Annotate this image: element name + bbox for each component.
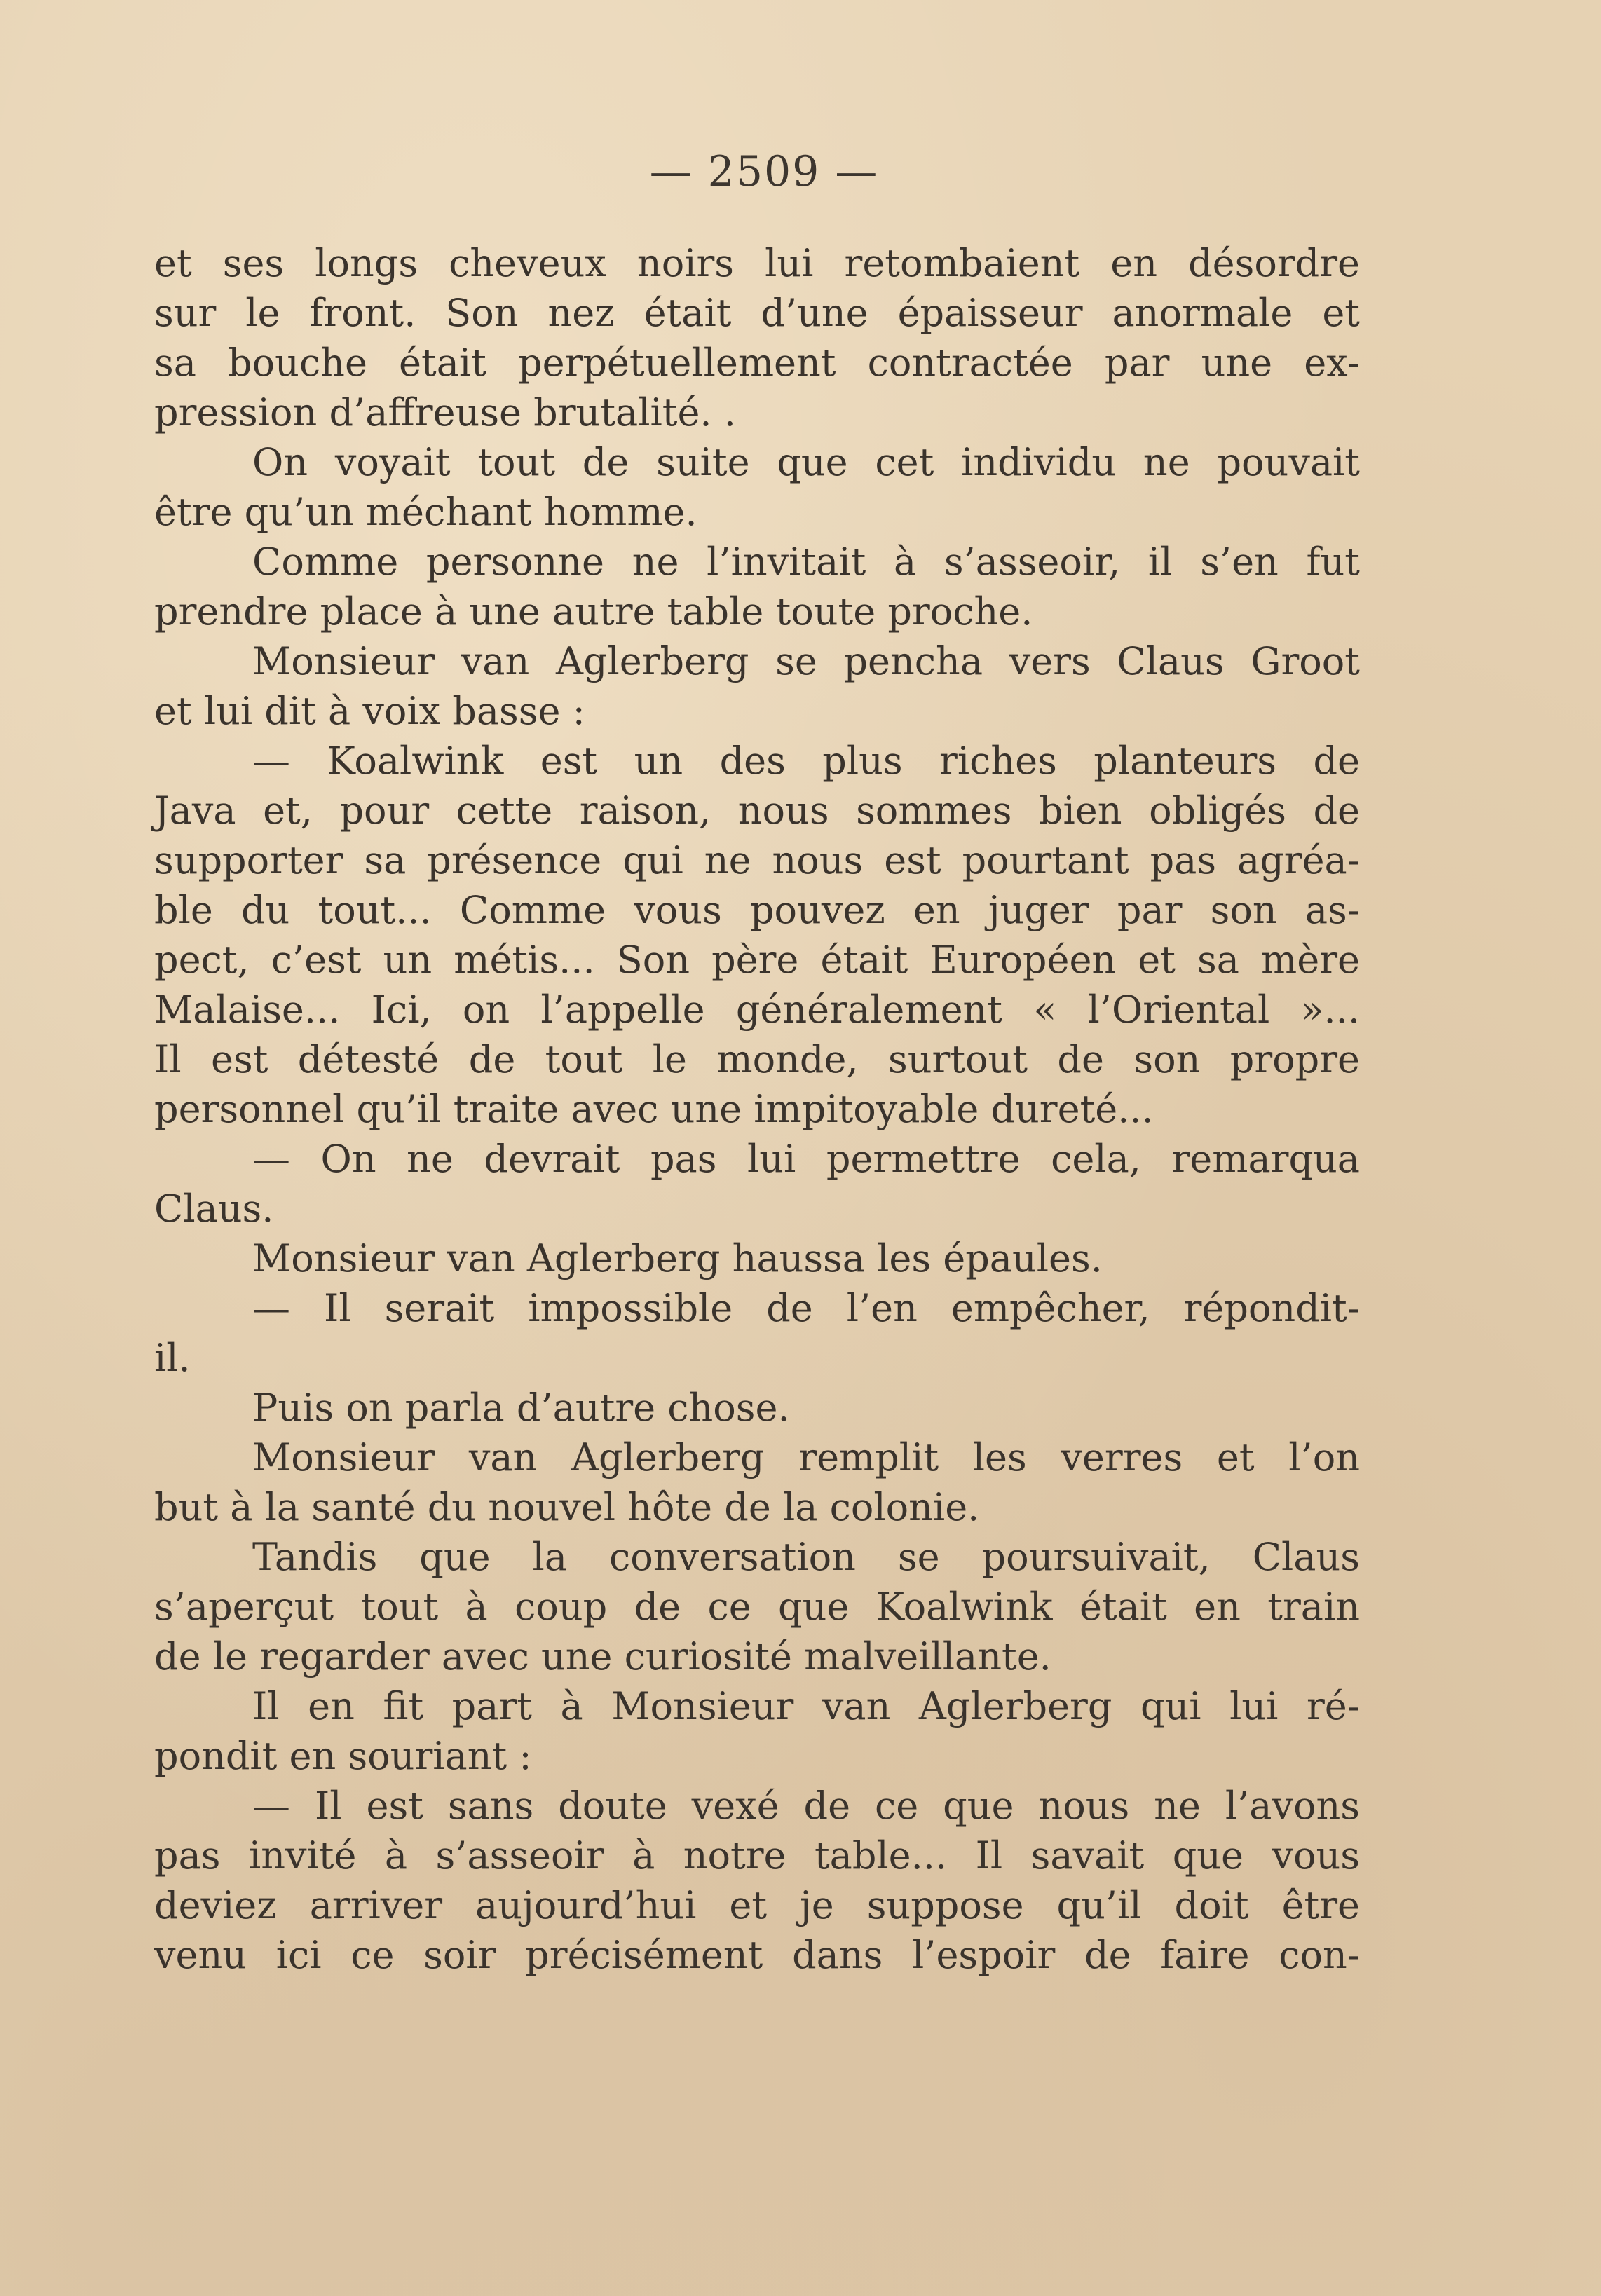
text-line: deviez arriver aujourd’hui et je suppose qu’il doit être xyxy=(154,1883,1360,1927)
text-line: but à la santé du nouvel hôte de la colonie. xyxy=(154,1485,980,1529)
text-line: sa bouche était perpétuellement contractée par une ex- xyxy=(154,341,1360,385)
text-line: Tandis que la conversation se poursuivait, Claus xyxy=(252,1535,1360,1579)
body-text xyxy=(154,238,1360,1980)
text-line: Il en fit part à Monsieur van Aglerberg qui lui ré- xyxy=(252,1684,1360,1728)
text-line: prendre place à une autre table toute proche. xyxy=(154,589,1033,634)
text-line: être qu’un méchant homme. xyxy=(154,490,697,534)
text-line: pect, c’est un métis... Son père était Européen et sa mère xyxy=(154,938,1360,982)
text-line: Malaise... Ici, on l’appelle généralement « l’Oriental »... xyxy=(154,988,1360,1032)
text-line: supporter sa présence qui ne nous est pourtant pas agréa- xyxy=(154,838,1360,882)
text-line: pondit en souriant : xyxy=(154,1734,532,1778)
text-line: ble du tout... Comme vous pouvez en juger par son as- xyxy=(154,888,1360,932)
text-line: s’aperçut tout à coup de ce que Koalwink était en train xyxy=(154,1585,1360,1629)
text-line: Monsieur van Aglerberg se pencha vers Claus Groot xyxy=(252,639,1360,683)
text-line: personnel qu’il traite avec une impitoyable dureté... xyxy=(154,1087,1154,1131)
text-line: et lui dit à voix basse : xyxy=(154,689,585,733)
text-line: Claus. xyxy=(154,1187,274,1231)
text-line: et ses longs cheveux noirs lui retombaient en désordre xyxy=(154,241,1360,285)
text-line: On voyait tout de suite que cet individu ne pouvait xyxy=(252,440,1360,484)
text-line: Monsieur van Aglerberg haussa les épaules. xyxy=(252,1236,1103,1280)
text-line: — On ne devrait pas lui permettre cela, remarqua xyxy=(252,1137,1360,1181)
text-line: de le regarder avec une curiosité malveillante. xyxy=(154,1634,1051,1679)
text-line: — Koalwink est un des plus riches planteurs de xyxy=(252,739,1360,783)
text-line: — Il est sans doute vexé de ce que nous ne l’avons xyxy=(252,1784,1360,1828)
text-line: Monsieur van Aglerberg remplit les verres et l’on xyxy=(252,1435,1360,1480)
page-number: — 2509 — xyxy=(649,147,879,196)
text-line: venu ici ce soir précisément dans l’espoir de faire con- xyxy=(154,1933,1360,1977)
text-line: il. xyxy=(154,1336,191,1380)
text-line: Comme personne ne l’invitait à s’asseoir, il s’en fut xyxy=(252,540,1360,584)
text-line: Java et, pour cette raison, nous sommes bien obligés de xyxy=(154,788,1360,833)
text-line: pas invité à s’asseoir à notre table... Il savait que vous xyxy=(154,1833,1360,1878)
text-line: pression d’affreuse brutalité. . xyxy=(154,390,736,435)
text-line: — Il serait impossible de l’en empêcher, répondit- xyxy=(252,1286,1360,1330)
text-line: Puis on parla d’autre chose. xyxy=(252,1386,790,1430)
text-line: sur le front. Son nez était d’une épaisseur anormale et xyxy=(154,291,1360,335)
text-line: Il est détesté de tout le monde, surtout de son propre xyxy=(154,1037,1360,1081)
